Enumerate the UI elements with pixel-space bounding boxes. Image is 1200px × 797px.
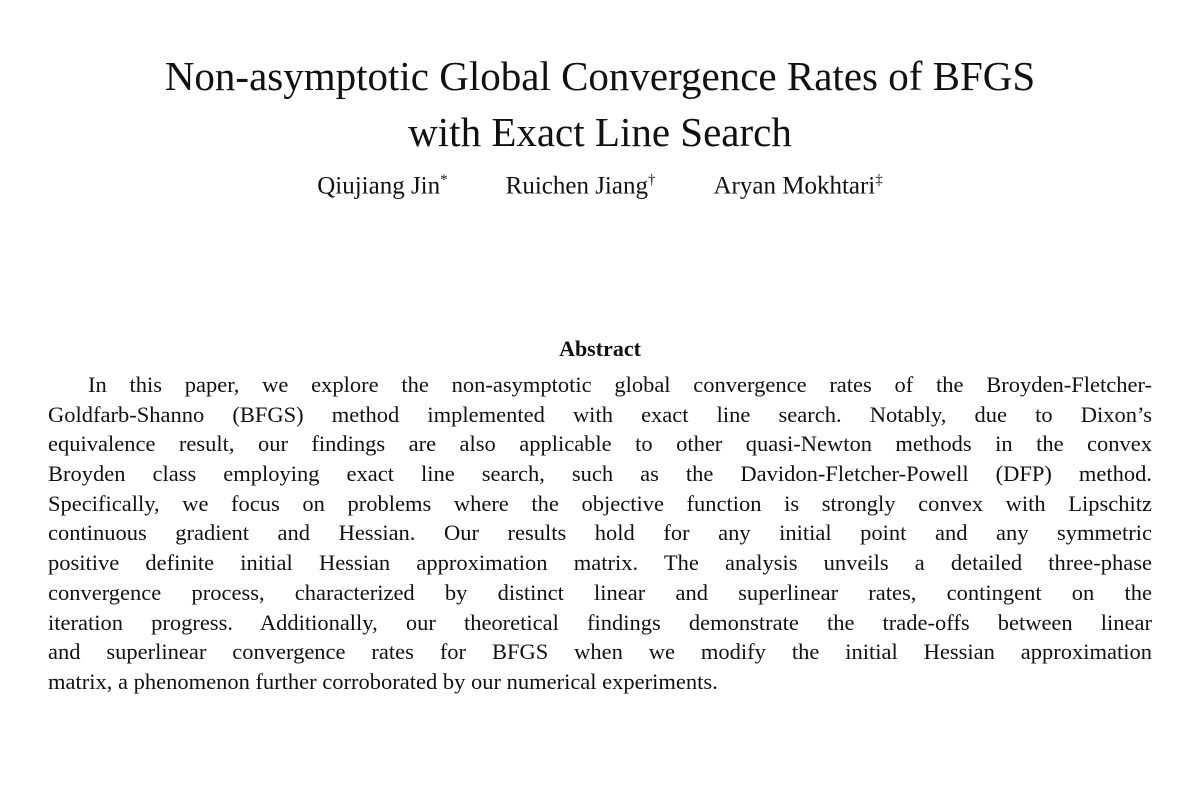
abstract-line: In this paper, we explore the non-asymptotic global convergence rates of the Broyden-Fletcher- [88,372,1152,397]
abstract-line: continuous gradient and Hessian. Our results hold for any initial point and any symmetric [48,520,1152,546]
affiliation-mark: * [440,172,448,188]
abstract-line: matrix, a phenomenon further corroborated by our numerical experiments. [48,668,718,694]
abstract-line: equivalence result, our findings are also applicable to other quasi-Newton methods in the convex [48,431,1152,457]
affiliation-mark: ‡ [875,172,883,188]
abstract-line: Specifically, we focus on problems where the objective function is strongly convex with Lipschitz [48,490,1152,516]
author [506,172,656,200]
author-name: Qiujiang Jin [317,172,441,200]
abstract-line: and superlinear convergence rates for BFGS when we modify the initial Hessian approximation [48,639,1152,665]
title-line: Non-asymptotic Global Convergence Rates of BFGS [164,53,1036,99]
title-line: with Exact Line Search [408,109,792,155]
author [317,172,447,200]
paper-title [0,48,1200,160]
author [713,172,882,200]
abstract-line: positive definite initial Hessian approximation matrix. The analysis unveils a detailed three-phase [48,550,1152,576]
abstract-line: iteration progress. Additionally, our theoretical findings demonstrate the trade-offs between linear [48,609,1152,635]
affiliation-mark: † [647,172,656,188]
abstract-line: Broyden class employing exact line search, such as the Davidon-Fletcher-Powell (DFP) method. [48,461,1152,487]
author-list [0,172,1200,200]
author-name: Ruichen Jiang [505,172,648,200]
abstract-line: convergence process, characterized by distinct linear and superlinear rates, contingent on the [48,579,1152,605]
author-name: Aryan Mokhtari [713,172,876,200]
abstract-line: Goldfarb-Shanno (BFGS) method implemented with exact line search. Notably, due to Dixon’s [48,401,1152,427]
abstract-heading: Abstract [559,336,641,361]
abstract-body [48,370,1152,697]
